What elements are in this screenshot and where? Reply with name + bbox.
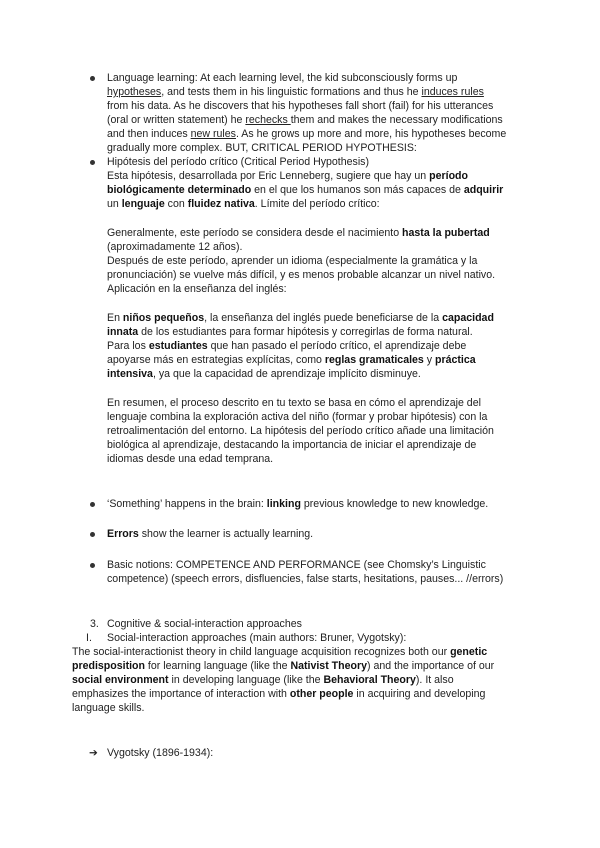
bullet-dot	[90, 563, 95, 568]
bullet-errors: Errors show the learner is actually learning.	[107, 528, 314, 540]
text-line: Hipótesis del período crítico (Critical Period Hypothesis)	[107, 156, 370, 168]
text-line: Basic notions: COMPETENCE AND PERFORMANCE (see Chomsky’s Linguistic	[107, 559, 486, 571]
text-line: (aproximadamente 12 años).	[107, 241, 243, 253]
text-line: gradually more complex. BUT, CRITICAL PERIOD HYPOTHESIS:	[107, 142, 417, 154]
text-line: biológicamente determinado en el que los humanos son más capaces de adquirir	[107, 184, 504, 196]
text-line: innata de los estudiantes para formar hipótesis y corregirlas de forma natural.	[107, 326, 473, 338]
arrow-bullet-icon: ➔	[89, 747, 98, 759]
text-line: lenguaje combina la exploración activa del niño (formar y probar hipótesis) con la	[107, 411, 488, 423]
text-line: emphasizes the importance of interaction with other people in acquiring and developing	[72, 688, 486, 700]
subsection-heading: Social-interaction approaches (main authors: Bruner, Vygotsky):	[107, 632, 407, 644]
text-line: En niños pequeños, la enseñanza del inglés puede beneficiarse de la capacidad	[107, 312, 494, 324]
text-line: Esta hipótesis, desarrollada por Eric Lenneberg, sugiere que hay un período	[107, 170, 468, 182]
text-line: Generalmente, este período se considera desde el nacimiento hasta la pubertad	[107, 227, 490, 239]
bullet-dot	[90, 532, 95, 537]
text-line: predisposition for learning language (like the Nativist Theory) and the importance of our	[72, 660, 495, 672]
text-line: pronunciación) se vuelve más difícil, y es menos probable alcanzar un nivel nativo.	[107, 269, 496, 281]
text-line: Aplicación en la enseñanza del inglés:	[107, 283, 287, 295]
subsection-number: I.	[86, 632, 92, 644]
text-line: Language learning: At each learning level, the kid subconsciously forms up	[107, 72, 458, 84]
text-line: En resumen, el proceso descrito en tu texto se basa en cómo el aprendizaje del	[107, 397, 481, 409]
underlined-term: hypotheses	[107, 86, 162, 98]
text-line: competence) (speech errors, disfluencies, false starts, hesitations, pauses... //errors)	[107, 573, 504, 585]
text-line: idiomas desde una edad temprana.	[107, 453, 274, 465]
text-line: Después de este período, aprender un idioma (especialmente la gramática y la	[107, 255, 478, 267]
bullet-linking: ‘Something’ happens in the brain: linking previous knowledge to new knowledge.	[107, 498, 489, 510]
text-line: from his data. As he discovers that his hypotheses fall short (fail) for his utterances	[107, 100, 494, 112]
underlined-term: new rules	[190, 128, 236, 140]
text-line: The social-interactionist theory in child language acquisition recognizes both our genetic	[72, 646, 488, 658]
vygotsky-heading: Vygotsky (1896-1934):	[107, 747, 214, 759]
bullet-dot	[90, 502, 95, 507]
text-line: retroalimentación del entorno. La hipótesis del período crítico añade una limitación	[107, 425, 494, 437]
text-line: Para los estudiantes que han pasado el período crítico, el aprendizaje debe	[107, 340, 467, 352]
text-line: social environment in developing language (like the Behavioral Theory). It also	[72, 674, 454, 686]
text-line: un lenguaje con fluidez nativa. Límite del período crítico:	[107, 198, 380, 210]
underlined-term: induces rules	[421, 86, 484, 98]
text-line: and then induces new rules. As he grows up more and more, his hypotheses become	[107, 128, 507, 140]
text-line: language skills.	[72, 702, 145, 714]
text-line: apoyarse más en estrategias explícitas, como reglas gramaticales y práctica	[107, 354, 476, 366]
section-heading: Cognitive & social-interaction approaches	[107, 618, 302, 630]
text-line: intensiva, ya que la capacidad de aprendizaje implícito disminuye.	[107, 368, 421, 380]
bullet-dot	[90, 160, 95, 165]
section-number: 3.	[90, 618, 99, 630]
text-line: hypotheses, and tests them in his linguistic formations and thus he induces rules	[107, 86, 484, 98]
bullet-dot	[90, 76, 95, 81]
text-line: biológica al aprendizaje, destacando la importancia de iniciar el aprendizaje de	[107, 439, 477, 451]
underlined-term: rechecks	[245, 114, 291, 126]
text-line: (oral or written statement) he rechecks them and makes the necessary modifications	[107, 114, 503, 126]
